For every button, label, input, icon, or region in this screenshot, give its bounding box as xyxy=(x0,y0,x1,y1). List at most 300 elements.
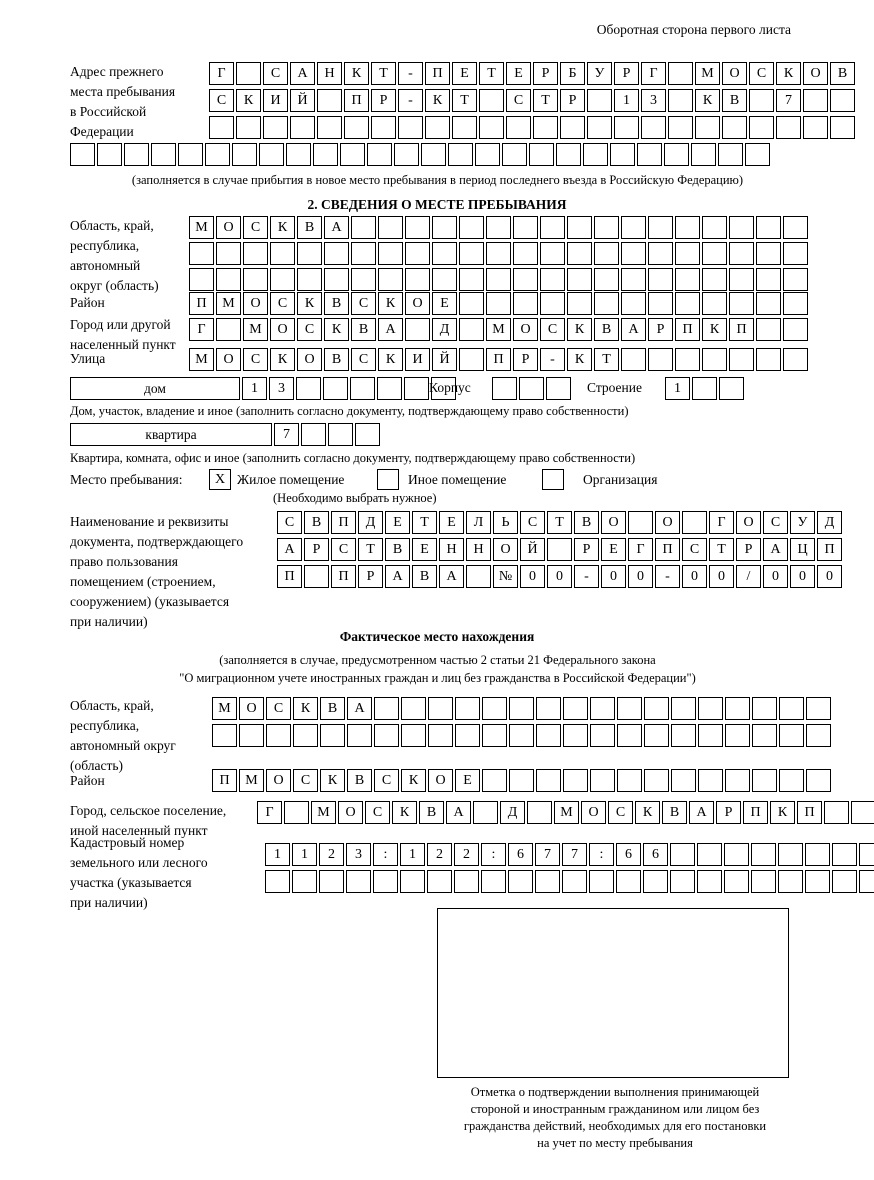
form-cell[interactable]: 1 xyxy=(614,89,639,112)
section2-region-row3[interactable] xyxy=(189,268,810,291)
form-cell[interactable] xyxy=(428,724,453,747)
form-cell[interactable] xyxy=(124,143,149,166)
stroenie-cells[interactable] xyxy=(665,377,746,400)
form-cell[interactable] xyxy=(378,268,403,291)
form-cell[interactable] xyxy=(590,724,615,747)
form-cell[interactable]: 1 xyxy=(242,377,267,400)
form-cell[interactable] xyxy=(290,116,315,139)
form-cell[interactable] xyxy=(644,769,669,792)
form-cell[interactable] xyxy=(563,697,588,720)
form-cell[interactable] xyxy=(671,724,696,747)
form-cell[interactable] xyxy=(749,89,774,112)
form-cell[interactable]: Г xyxy=(641,62,666,85)
form-cell[interactable]: 2 xyxy=(427,843,452,866)
form-cell[interactable]: Т xyxy=(371,62,396,85)
form-cell[interactable]: В xyxy=(722,89,747,112)
form-cell[interactable]: Д xyxy=(432,318,457,341)
form-cell[interactable]: К xyxy=(770,801,795,824)
form-cell[interactable]: В xyxy=(297,216,322,239)
form-cell[interactable] xyxy=(506,116,531,139)
form-cell[interactable]: М xyxy=(212,697,237,720)
form-cell[interactable] xyxy=(346,870,371,893)
form-cell[interactable]: С xyxy=(749,62,774,85)
form-cell[interactable] xyxy=(536,769,561,792)
form-cell[interactable] xyxy=(668,62,693,85)
form-cell[interactable] xyxy=(675,216,700,239)
form-cell[interactable] xyxy=(479,89,504,112)
form-cell[interactable] xyxy=(617,697,642,720)
form-cell[interactable] xyxy=(212,724,237,747)
form-cell[interactable] xyxy=(151,143,176,166)
form-cell[interactable] xyxy=(454,870,479,893)
form-cell[interactable]: Е xyxy=(452,62,477,85)
form-cell[interactable] xyxy=(284,801,309,824)
form-cell[interactable] xyxy=(724,843,749,866)
form-cell[interactable] xyxy=(374,697,399,720)
form-cell[interactable] xyxy=(351,268,376,291)
form-cell[interactable] xyxy=(560,116,585,139)
form-cell[interactable] xyxy=(594,216,619,239)
form-cell[interactable]: П xyxy=(212,769,237,792)
form-cell[interactable] xyxy=(378,242,403,265)
form-cell[interactable] xyxy=(319,870,344,893)
form-cell[interactable] xyxy=(421,143,446,166)
form-cell[interactable]: Р xyxy=(513,348,538,371)
form-cell[interactable]: 6 xyxy=(616,843,641,866)
form-cell[interactable]: О xyxy=(239,697,264,720)
form-cell[interactable] xyxy=(324,242,349,265)
form-cell[interactable] xyxy=(301,423,326,446)
form-cell[interactable]: 2 xyxy=(454,843,479,866)
form-cell[interactable]: Р xyxy=(560,89,585,112)
doc-row1[interactable] xyxy=(277,511,844,534)
form-cell[interactable] xyxy=(824,801,849,824)
form-cell[interactable] xyxy=(398,116,423,139)
form-cell[interactable]: М xyxy=(239,769,264,792)
form-cell[interactable]: П xyxy=(797,801,822,824)
form-cell[interactable] xyxy=(266,724,291,747)
form-cell[interactable] xyxy=(513,216,538,239)
form-cell[interactable] xyxy=(859,843,874,866)
form-cell[interactable] xyxy=(692,377,717,400)
form-cell[interactable] xyxy=(540,292,565,315)
form-cell[interactable]: К xyxy=(324,318,349,341)
prev-address-row2[interactable] xyxy=(209,89,857,112)
form-cell[interactable] xyxy=(628,511,653,534)
form-cell[interactable]: Ь xyxy=(493,511,518,534)
form-cell[interactable] xyxy=(401,724,426,747)
form-cell[interactable] xyxy=(536,697,561,720)
form-cell[interactable]: О xyxy=(216,348,241,371)
form-cell[interactable]: В xyxy=(320,697,345,720)
actual-district-row[interactable] xyxy=(212,769,833,792)
form-cell[interactable]: Е xyxy=(506,62,531,85)
form-cell[interactable]: К xyxy=(320,769,345,792)
form-cell[interactable]: П xyxy=(331,565,356,588)
form-cell[interactable]: 3 xyxy=(641,89,666,112)
form-cell[interactable] xyxy=(783,268,808,291)
form-cell[interactable]: С xyxy=(351,292,376,315)
form-cell[interactable] xyxy=(296,377,321,400)
form-cell[interactable]: / xyxy=(736,565,761,588)
form-cell[interactable]: К xyxy=(392,801,417,824)
form-cell[interactable] xyxy=(519,377,544,400)
form-cell[interactable] xyxy=(567,216,592,239)
form-cell[interactable]: К xyxy=(378,348,403,371)
form-cell[interactable]: Г xyxy=(257,801,282,824)
form-cell[interactable]: Е xyxy=(385,511,410,534)
form-cell[interactable]: А xyxy=(763,538,788,561)
form-cell[interactable] xyxy=(670,843,695,866)
form-cell[interactable] xyxy=(617,769,642,792)
form-cell[interactable]: С xyxy=(266,697,291,720)
form-cell[interactable] xyxy=(270,268,295,291)
form-cell[interactable] xyxy=(189,268,214,291)
form-cell[interactable] xyxy=(752,769,777,792)
form-cell[interactable] xyxy=(394,143,419,166)
form-cell[interactable] xyxy=(749,116,774,139)
form-cell[interactable]: С xyxy=(763,511,788,534)
form-cell[interactable] xyxy=(621,242,646,265)
form-cell[interactable] xyxy=(529,143,554,166)
form-cell[interactable]: Д xyxy=(358,511,383,534)
form-cell[interactable] xyxy=(756,292,781,315)
form-cell[interactable] xyxy=(455,724,480,747)
form-cell[interactable]: 0 xyxy=(601,565,626,588)
form-cell[interactable] xyxy=(304,565,329,588)
form-cell[interactable] xyxy=(425,116,450,139)
korpus-cells[interactable] xyxy=(492,377,573,400)
form-cell[interactable] xyxy=(263,116,288,139)
form-cell[interactable] xyxy=(367,143,392,166)
prev-address-row3[interactable] xyxy=(209,116,857,139)
form-cell[interactable]: П xyxy=(817,538,842,561)
form-cell[interactable] xyxy=(328,423,353,446)
form-cell[interactable] xyxy=(236,116,261,139)
form-cell[interactable] xyxy=(698,724,723,747)
form-cell[interactable] xyxy=(617,724,642,747)
form-cell[interactable] xyxy=(482,724,507,747)
form-cell[interactable] xyxy=(533,116,558,139)
form-cell[interactable]: М xyxy=(486,318,511,341)
form-cell[interactable] xyxy=(378,216,403,239)
form-cell[interactable] xyxy=(459,318,484,341)
form-cell[interactable] xyxy=(293,724,318,747)
form-cell[interactable] xyxy=(756,268,781,291)
form-cell[interactable]: М xyxy=(695,62,720,85)
form-cell[interactable] xyxy=(567,242,592,265)
form-cell[interactable]: А xyxy=(347,697,372,720)
form-cell[interactable] xyxy=(722,116,747,139)
form-cell[interactable]: Й xyxy=(432,348,457,371)
form-cell[interactable] xyxy=(297,268,322,291)
form-cell[interactable] xyxy=(698,769,723,792)
form-cell[interactable]: Н xyxy=(439,538,464,561)
form-cell[interactable]: Л xyxy=(466,511,491,534)
form-cell[interactable]: О xyxy=(513,318,538,341)
form-cell[interactable]: 1 xyxy=(265,843,290,866)
place-type-checkbox-3[interactable] xyxy=(542,469,564,490)
house-value-cells[interactable] xyxy=(242,377,458,400)
form-cell[interactable]: 6 xyxy=(643,843,668,866)
form-cell[interactable] xyxy=(479,116,504,139)
form-cell[interactable]: 0 xyxy=(709,565,734,588)
form-cell[interactable]: - xyxy=(398,62,423,85)
form-cell[interactable] xyxy=(297,242,322,265)
form-cell[interactable] xyxy=(351,242,376,265)
form-cell[interactable]: В xyxy=(324,348,349,371)
form-cell[interactable] xyxy=(729,348,754,371)
form-cell[interactable] xyxy=(452,116,477,139)
form-cell[interactable] xyxy=(324,268,349,291)
form-cell[interactable] xyxy=(783,348,808,371)
place-type-checkbox-2[interactable] xyxy=(377,469,399,490)
form-cell[interactable]: К xyxy=(270,216,295,239)
form-cell[interactable] xyxy=(236,62,261,85)
form-cell[interactable]: О xyxy=(601,511,626,534)
form-cell[interactable]: М xyxy=(311,801,336,824)
form-cell[interactable] xyxy=(724,870,749,893)
form-cell[interactable]: С xyxy=(209,89,234,112)
form-cell[interactable]: К xyxy=(344,62,369,85)
form-cell[interactable] xyxy=(216,268,241,291)
form-cell[interactable] xyxy=(648,268,673,291)
form-cell[interactable] xyxy=(459,268,484,291)
form-cell[interactable] xyxy=(259,143,284,166)
form-cell[interactable] xyxy=(751,843,776,866)
form-cell[interactable] xyxy=(830,89,855,112)
form-cell[interactable] xyxy=(567,268,592,291)
form-cell[interactable]: 0 xyxy=(682,565,707,588)
form-cell[interactable] xyxy=(340,143,365,166)
form-cell[interactable] xyxy=(698,697,723,720)
form-cell[interactable] xyxy=(355,423,380,446)
form-cell[interactable] xyxy=(563,724,588,747)
form-cell[interactable] xyxy=(401,697,426,720)
form-cell[interactable]: С xyxy=(540,318,565,341)
form-cell[interactable] xyxy=(459,292,484,315)
form-cell[interactable] xyxy=(486,216,511,239)
form-cell[interactable] xyxy=(205,143,230,166)
form-cell[interactable]: К xyxy=(695,89,720,112)
form-cell[interactable]: К xyxy=(425,89,450,112)
form-cell[interactable]: П xyxy=(729,318,754,341)
form-cell[interactable]: Т xyxy=(594,348,619,371)
form-cell[interactable]: Т xyxy=(709,538,734,561)
form-cell[interactable]: О xyxy=(266,769,291,792)
form-cell[interactable] xyxy=(347,724,372,747)
form-cell[interactable] xyxy=(779,697,804,720)
form-cell[interactable]: В xyxy=(324,292,349,315)
form-cell[interactable] xyxy=(589,870,614,893)
form-cell[interactable]: : xyxy=(589,843,614,866)
form-cell[interactable] xyxy=(502,143,527,166)
actual-region-row1[interactable] xyxy=(212,697,833,720)
form-cell[interactable]: Т xyxy=(358,538,383,561)
form-cell[interactable]: Т xyxy=(412,511,437,534)
form-cell[interactable]: С xyxy=(293,769,318,792)
form-cell[interactable]: Е xyxy=(601,538,626,561)
form-cell[interactable] xyxy=(803,116,828,139)
form-cell[interactable]: В xyxy=(347,769,372,792)
form-cell[interactable]: Р xyxy=(574,538,599,561)
form-cell[interactable] xyxy=(641,116,666,139)
form-cell[interactable]: Г xyxy=(709,511,734,534)
form-cell[interactable]: 7 xyxy=(562,843,587,866)
form-cell[interactable]: Р xyxy=(648,318,673,341)
form-cell[interactable] xyxy=(509,724,534,747)
form-cell[interactable] xyxy=(806,724,831,747)
form-cell[interactable] xyxy=(805,870,830,893)
form-cell[interactable]: 7 xyxy=(274,423,299,446)
form-cell[interactable] xyxy=(513,242,538,265)
form-cell[interactable]: 6 xyxy=(508,843,533,866)
form-cell[interactable] xyxy=(459,216,484,239)
form-cell[interactable]: А xyxy=(290,62,315,85)
form-cell[interactable]: Е xyxy=(455,769,480,792)
form-cell[interactable]: О xyxy=(243,292,268,315)
form-cell[interactable] xyxy=(459,242,484,265)
form-cell[interactable] xyxy=(313,143,338,166)
form-cell[interactable] xyxy=(675,268,700,291)
cadastral-row2[interactable] xyxy=(265,870,874,893)
prev-address-row4[interactable] xyxy=(70,143,772,166)
form-cell[interactable]: О xyxy=(581,801,606,824)
actual-city-row[interactable] xyxy=(257,801,874,824)
form-cell[interactable]: М xyxy=(189,348,214,371)
form-cell[interactable]: В xyxy=(594,318,619,341)
form-cell[interactable] xyxy=(664,143,689,166)
form-cell[interactable] xyxy=(509,697,534,720)
form-cell[interactable]: : xyxy=(481,843,506,866)
form-cell[interactable] xyxy=(682,511,707,534)
form-cell[interactable]: У xyxy=(790,511,815,534)
form-cell[interactable]: 0 xyxy=(817,565,842,588)
form-cell[interactable] xyxy=(675,292,700,315)
form-cell[interactable] xyxy=(590,697,615,720)
form-cell[interactable]: С xyxy=(243,348,268,371)
form-cell[interactable] xyxy=(702,216,727,239)
form-cell[interactable] xyxy=(806,697,831,720)
form-cell[interactable] xyxy=(648,292,673,315)
form-cell[interactable]: К xyxy=(567,348,592,371)
form-cell[interactable]: К xyxy=(776,62,801,85)
form-cell[interactable]: К xyxy=(378,292,403,315)
form-cell[interactable]: Г xyxy=(209,62,234,85)
form-cell[interactable] xyxy=(697,843,722,866)
section2-region-row2[interactable] xyxy=(189,242,810,265)
form-cell[interactable]: А xyxy=(324,216,349,239)
form-cell[interactable]: Р xyxy=(533,62,558,85)
form-cell[interactable] xyxy=(455,697,480,720)
form-cell[interactable]: О xyxy=(428,769,453,792)
form-cell[interactable]: : xyxy=(373,843,398,866)
form-cell[interactable] xyxy=(637,143,662,166)
doc-row3[interactable] xyxy=(277,565,844,588)
form-cell[interactable]: 3 xyxy=(269,377,294,400)
form-cell[interactable] xyxy=(725,769,750,792)
form-cell[interactable] xyxy=(806,769,831,792)
form-cell[interactable]: С xyxy=(297,318,322,341)
form-cell[interactable]: К xyxy=(293,697,318,720)
form-cell[interactable]: П xyxy=(743,801,768,824)
form-cell[interactable] xyxy=(563,769,588,792)
form-cell[interactable]: С xyxy=(270,292,295,315)
form-cell[interactable]: М xyxy=(243,318,268,341)
form-cell[interactable]: А xyxy=(446,801,471,824)
form-cell[interactable] xyxy=(851,801,874,824)
section2-city-row[interactable] xyxy=(189,318,810,341)
form-cell[interactable]: П xyxy=(277,565,302,588)
form-cell[interactable]: 1 xyxy=(292,843,317,866)
form-cell[interactable] xyxy=(374,724,399,747)
form-cell[interactable]: Е xyxy=(439,511,464,534)
form-cell[interactable] xyxy=(756,216,781,239)
form-cell[interactable] xyxy=(729,242,754,265)
form-cell[interactable] xyxy=(286,143,311,166)
form-cell[interactable] xyxy=(778,843,803,866)
form-cell[interactable] xyxy=(725,697,750,720)
form-cell[interactable] xyxy=(621,216,646,239)
form-cell[interactable] xyxy=(594,268,619,291)
form-cell[interactable]: Е xyxy=(412,538,437,561)
form-cell[interactable]: Т xyxy=(547,511,572,534)
form-cell[interactable] xyxy=(265,870,290,893)
form-cell[interactable]: 1 xyxy=(400,843,425,866)
form-cell[interactable] xyxy=(509,769,534,792)
form-cell[interactable]: О xyxy=(655,511,680,534)
form-cell[interactable] xyxy=(729,292,754,315)
form-cell[interactable] xyxy=(756,348,781,371)
form-cell[interactable]: Р xyxy=(358,565,383,588)
form-cell[interactable] xyxy=(675,242,700,265)
form-cell[interactable] xyxy=(702,268,727,291)
form-cell[interactable] xyxy=(513,292,538,315)
form-cell[interactable] xyxy=(670,870,695,893)
stamp-area[interactable] xyxy=(437,908,789,1078)
form-cell[interactable] xyxy=(776,116,801,139)
form-cell[interactable] xyxy=(648,348,673,371)
form-cell[interactable]: А xyxy=(689,801,714,824)
form-cell[interactable] xyxy=(644,724,669,747)
form-cell[interactable] xyxy=(373,870,398,893)
form-cell[interactable] xyxy=(232,143,257,166)
form-cell[interactable]: А xyxy=(385,565,410,588)
form-cell[interactable]: В xyxy=(574,511,599,534)
form-cell[interactable] xyxy=(691,143,716,166)
form-cell[interactable]: А xyxy=(621,318,646,341)
form-cell[interactable] xyxy=(719,377,744,400)
form-cell[interactable] xyxy=(621,292,646,315)
form-cell[interactable]: Ц xyxy=(790,538,815,561)
form-cell[interactable] xyxy=(377,377,402,400)
form-cell[interactable] xyxy=(779,769,804,792)
form-cell[interactable] xyxy=(697,870,722,893)
form-cell[interactable]: 3 xyxy=(346,843,371,866)
form-cell[interactable] xyxy=(751,870,776,893)
section2-street-row[interactable] xyxy=(189,348,810,371)
form-cell[interactable] xyxy=(778,870,803,893)
form-cell[interactable] xyxy=(492,377,517,400)
form-cell[interactable] xyxy=(621,348,646,371)
form-cell[interactable] xyxy=(718,143,743,166)
form-cell[interactable] xyxy=(562,870,587,893)
form-cell[interactable] xyxy=(243,242,268,265)
form-cell[interactable] xyxy=(270,242,295,265)
form-cell[interactable]: 0 xyxy=(763,565,788,588)
form-cell[interactable] xyxy=(756,242,781,265)
form-cell[interactable] xyxy=(616,870,641,893)
